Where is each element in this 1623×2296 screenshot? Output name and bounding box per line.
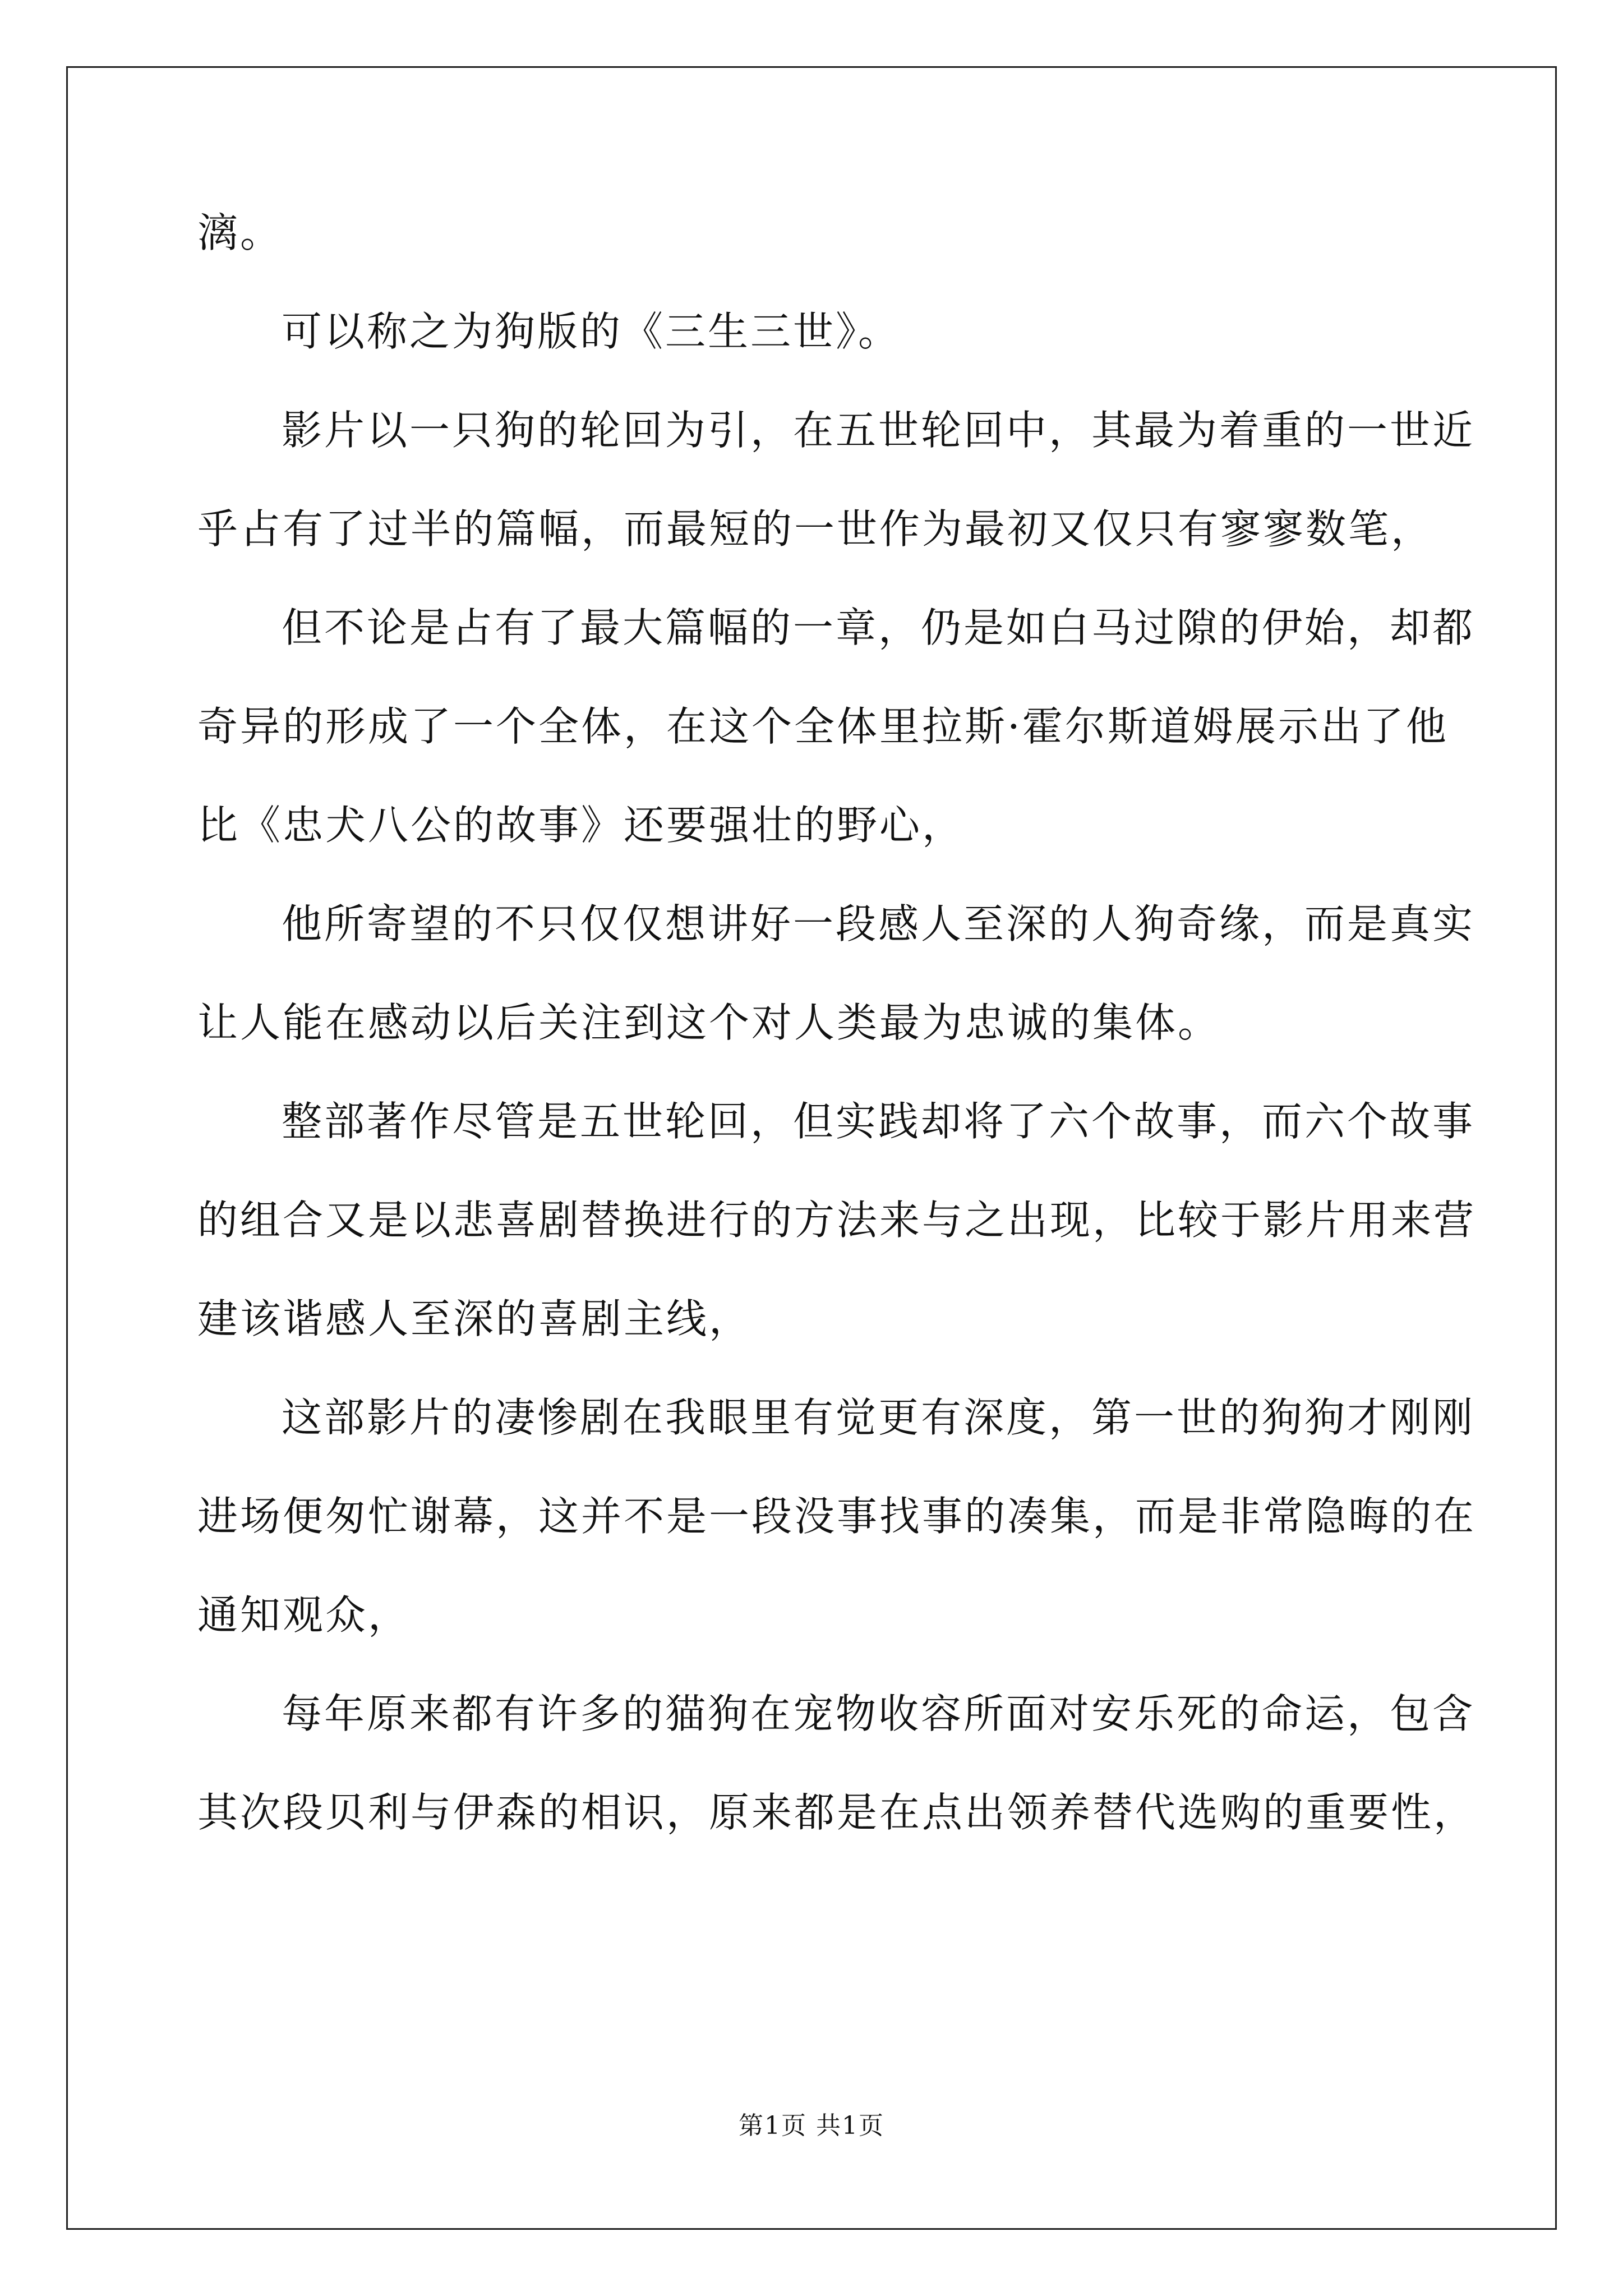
text-line: 通知观众， bbox=[197, 1591, 411, 1639]
text-line: 他所寄望的不只仅仅想讲好一段感人至深的人狗奇缘，而是真实 bbox=[282, 900, 1476, 947]
text-line: 的组合又是以悲喜剧替换进行的方法来与之出现，比较于影片用来营 bbox=[197, 1197, 1477, 1244]
text-line: 其次段贝利与伊森的相识，原来都是在点出领养替代选购的重要性， bbox=[197, 1789, 1477, 1836]
page-number-footer: 第1页 共1页 bbox=[739, 2111, 884, 2140]
text-line: 可以称之为狗版的《三生三世》。 bbox=[282, 308, 901, 355]
text-line: 这部影片的凄惨剧在我眼里有觉更有深度，第一世的狗狗才刚刚 bbox=[282, 1394, 1476, 1441]
text-line: 漓。 bbox=[197, 209, 283, 256]
text-line: 比《忠犬八公的故事》还要强壮的野心， bbox=[197, 802, 965, 849]
text-line: 乎占有了过半的篇幅，而最短的一世作为最初又仅只有寥寥数笔， bbox=[197, 505, 1434, 553]
text-line: 每年原来都有许多的猫狗在宠物收容所面对安乐死的命运，包含 bbox=[282, 1690, 1476, 1737]
text-line: 但不论是占有了最大篇幅的一章，仍是如白马过隙的伊始，却都 bbox=[282, 604, 1476, 651]
text-line: 整部著作尽管是五世轮回，但实践却将了六个故事，而六个故事 bbox=[282, 1098, 1476, 1145]
text-line: 让人能在感动以后关注到这个对人类最为忠诚的集体。 bbox=[197, 999, 1221, 1046]
text-line: 奇异的形成了一个全体，在这个全体里拉斯·霍尔斯道姆展示出了他 bbox=[197, 703, 1449, 750]
text-line: 进场便匆忙谢幕，这并不是一段没事找事的凑集，而是非常隐晦的在 bbox=[197, 1493, 1477, 1540]
text-line: 影片以一只狗的轮回为引，在五世轮回中，其最为着重的一世近 bbox=[282, 407, 1476, 454]
text-line: 建该谐感人至深的喜剧主线， bbox=[197, 1295, 752, 1342]
